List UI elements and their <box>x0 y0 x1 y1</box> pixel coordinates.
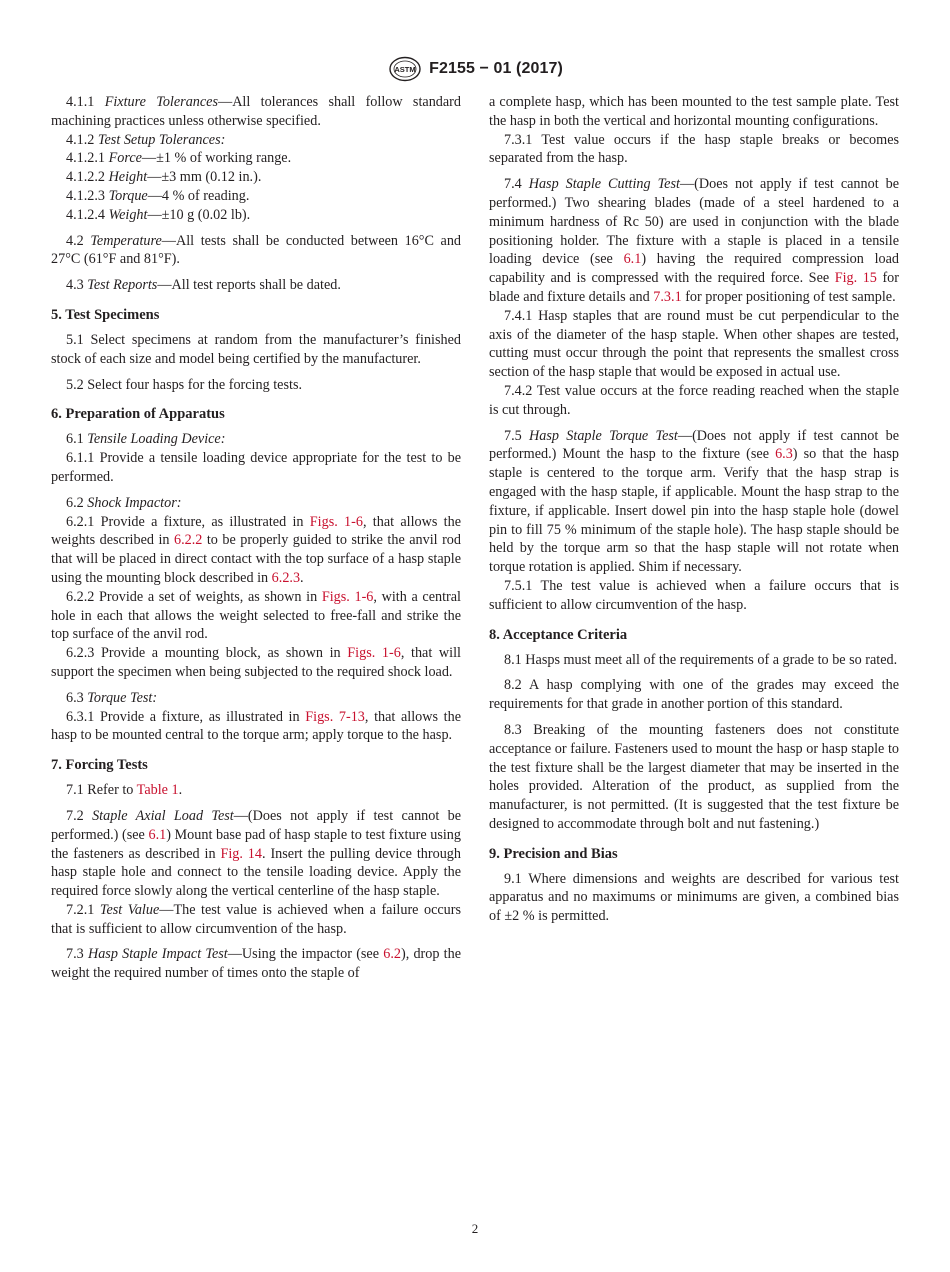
paragraph-4-1-1: 4.1.1 Fixture Tolerances—All tolerances shall follow standard machining practices unless otherwise specified. <box>51 94 461 129</box>
paragraph-6-1-1: 6.1.1 Provide a tensile loading device appropriate for the test to be performed. <box>51 450 461 485</box>
link-6-2-3[interactable]: 6.2.3 <box>271 569 301 586</box>
link-6-3[interactable]: 6.3 <box>775 446 793 463</box>
section-heading-6: 6. Preparation of Apparatus <box>51 406 225 423</box>
paragraph-4-3: 4.3 Test Reports—All test reports shall be dated. <box>66 277 341 294</box>
document-designation: F2155 − 01 (2017) <box>429 60 563 77</box>
paragraph-7-5: 7.5 Hasp Staple Torque Test—(Does not apply if test cannot be performed.) Mount the hasp to the fixture (see 6.3) so that the hasp staple is centered to the torque arm. Verify that the hasp strap is engaged with the hasp staple, if applicable. Mount the hasp strap to the fixture, if applicable. Insert dowel pin into the hasp staple hole (dowel pin to fill 75 % minimum of the staple hole). The hasp staple should be held by the torque arm so that the hasp staple will not rotate when torque rotation is applied. Shim if necessary. <box>489 427 900 576</box>
link-fig-15[interactable]: Fig. 15 <box>834 270 877 287</box>
link-6-2[interactable]: 6.2 <box>383 946 401 963</box>
link-figs-1-6[interactable]: Figs. 1-6 <box>309 513 363 530</box>
link-6-1[interactable]: 6.1 <box>623 251 642 268</box>
paragraph-7-3-1: 7.3.1 Test value occurs if the hasp staple breaks or becomes separated from the hasp. <box>489 131 900 167</box>
paragraph-7-3: 7.3 Hasp Staple Impact Test—Using the impactor (see 6.2), drop the weight the required number of times onto the staple of <box>51 946 462 982</box>
section-heading-5: 5. Test Specimens <box>51 306 160 323</box>
paragraph-6-1: 6.1 Tensile Loading Device: <box>66 431 226 448</box>
paragraph-4-1-2-4: 4.1.2.4 Weight—±10 g (0.02 lb). <box>66 206 251 223</box>
paragraph-7-2: 7.2 Staple Axial Load Test—(Does not apply if test cannot be performed.) (see 6.1) Mount base pad of hasp staple to test fixture using the fasteners as described in Fig. 14. Insert the pulling device through hasp staple hole and connect to the tensile loading device. Apply the required force slowly along the vertical centerline of the hasp staple. <box>51 807 462 900</box>
paragraph-7-4-2: 7.4.2 Test value occurs at the force reading reached when the staple is cut through. <box>489 382 899 418</box>
astm-logo-text: ASTM <box>394 65 416 74</box>
link-fig-14[interactable]: Fig. 14 <box>220 845 262 862</box>
section-heading-7: 7. Forcing Tests <box>51 757 148 774</box>
section-heading-9: 9. Precision and Bias <box>489 845 618 862</box>
paragraph-4-2: 4.2 Temperature—All tests shall be conducted between 16°C and 27°C (61°F and 81°F). <box>51 232 462 268</box>
link-figs-1-6[interactable]: Figs. 1-6 <box>347 645 401 662</box>
paragraph-8-1: 8.1 Hasps must meet all of the requirements of a grade to be so rated. <box>504 651 898 668</box>
link-table-1[interactable]: Table 1 <box>136 782 179 799</box>
paragraph-6-2-3: 6.2.3 Provide a mounting block, as shown in Figs. 1-6, that will support the specimen when being subjected to the required shock load. <box>51 645 461 680</box>
left-column <box>51 93 461 983</box>
paragraph-8-3: 8.3 Breaking of the mounting fasteners does not constitute acceptance or failure. Fasteners used to mount the hasp or hasp staple to the test fixture shall be the largest diameter that may be inserted in the holes provided. Alteration of the product, as supplied from the manufacturer, is not permitted. (It is suggested that the test fixture be designed to accommodate through bolt and nut fastening.) <box>489 721 899 832</box>
paragraph-4-1-2-3: 4.1.2.3 Torque—4 % of reading. <box>66 187 250 204</box>
page-header <box>0 56 950 84</box>
page-number: 2 <box>471 1221 479 1236</box>
right-column <box>489 93 899 926</box>
paragraph-5-1: 5.1 Select specimens at random from the manufacturer’s finished stock of each size and model being certified by the manufacturer. <box>51 331 461 367</box>
paragraph-7-3-continued: a complete hasp, which has been mounted to the test sample plate. Test the hasp in both the vertical and horizontal mounting configurations. <box>489 94 899 129</box>
paragraph-9-1: 9.1 Where dimensions and weights are described for various test apparatus and no maximums or minimums are given, a combined bias of ±2 % is permitted. <box>489 870 899 925</box>
paragraph-7-4: 7.4 Hasp Staple Cutting Test—(Does not apply if test cannot be performed.) Two shearing blades (made of a steel hardened to a minimum hardness of Rc 50) are used in conjunction with the blade positioning holder. The fixture with a staple is placed in a tensile loading device (see 6.1) having the required compression load capability and is compressed with the required force. See Fig. 15 for blade and fixture details and 7.3.1 for proper positioning of test sample. <box>489 176 900 305</box>
link-figs-1-6[interactable]: Figs. 1-6 <box>321 588 374 605</box>
paragraph-7-4-1: 7.4.1 Hasp staples that are round must be cut perpendicular to the axis of the diameter of the hasp staple. When other shapes are tested, cutting must occur through the point that represents the smallest cross section of the hasp staple that would be exposed in actual use. <box>489 307 900 381</box>
paragraph-7-2-1: 7.2.1 Test Value—The test value is achieved when a failure occurs that is sufficient to allow circumvention of the hasp. <box>51 901 462 937</box>
paragraph-8-2: 8.2 A hasp complying with one of the grades may exceed the requirements for that grade in another portion of this standard. <box>489 677 899 713</box>
section-heading-8: 8. Acceptance Criteria <box>489 626 628 643</box>
paragraph-6-3-1: 6.3.1 Provide a fixture, as illustrated in Figs. 7-13, that allows the hasp to be mounted central to the torque arm; apply torque to the hasp. <box>51 708 462 744</box>
link-6-2-2[interactable]: 6.2.2 <box>173 532 203 549</box>
paragraph-6-2-1: 6.2.1 Provide a fixture, as illustrated in Figs. 1-6, that allows the weights described in 6.2.2 to be properly guided to strike the anvil rod that will be placed in direct contact with the top surface of a hasp staple using the mounting block described in 6.2.3. <box>51 513 462 586</box>
link-7-3-1[interactable]: 7.3.1 <box>653 288 682 305</box>
paragraph-4-1-2-2: 4.1.2.2 Height—±3 mm (0.12 in.). <box>66 169 262 186</box>
astm-logo-icon <box>387 56 423 82</box>
paragraph-6-3: 6.3 Torque Test: <box>66 689 158 706</box>
paragraph-7-1: 7.1 Refer to Table 1. <box>66 782 183 799</box>
paragraph-6-2: 6.2 Shock Impactor: <box>66 494 182 511</box>
paragraph-6-2-2: 6.2.2 Provide a set of weights, as shown in Figs. 1-6, with a central hole in each that allows the weight selected to free-fall and strike the top surface of the anvil rod. <box>51 588 461 643</box>
paragraph-4-1-2-1: 4.1.2.1 Force—±1 % of working range. <box>66 150 292 167</box>
paragraph-5-2: 5.2 Select four hasps for the forcing tests. <box>66 376 303 393</box>
link-figs-7-13[interactable]: Figs. 7-13 <box>305 708 365 725</box>
link-6-1[interactable]: 6.1 <box>148 826 167 843</box>
paragraph-4-1-2: 4.1.2 Test Setup Tolerances: <box>66 131 226 148</box>
paragraph-7-5-1: 7.5.1 The test value is achieved when a failure occurs that is sufficient to allow circumvention of the hasp. <box>489 577 899 613</box>
